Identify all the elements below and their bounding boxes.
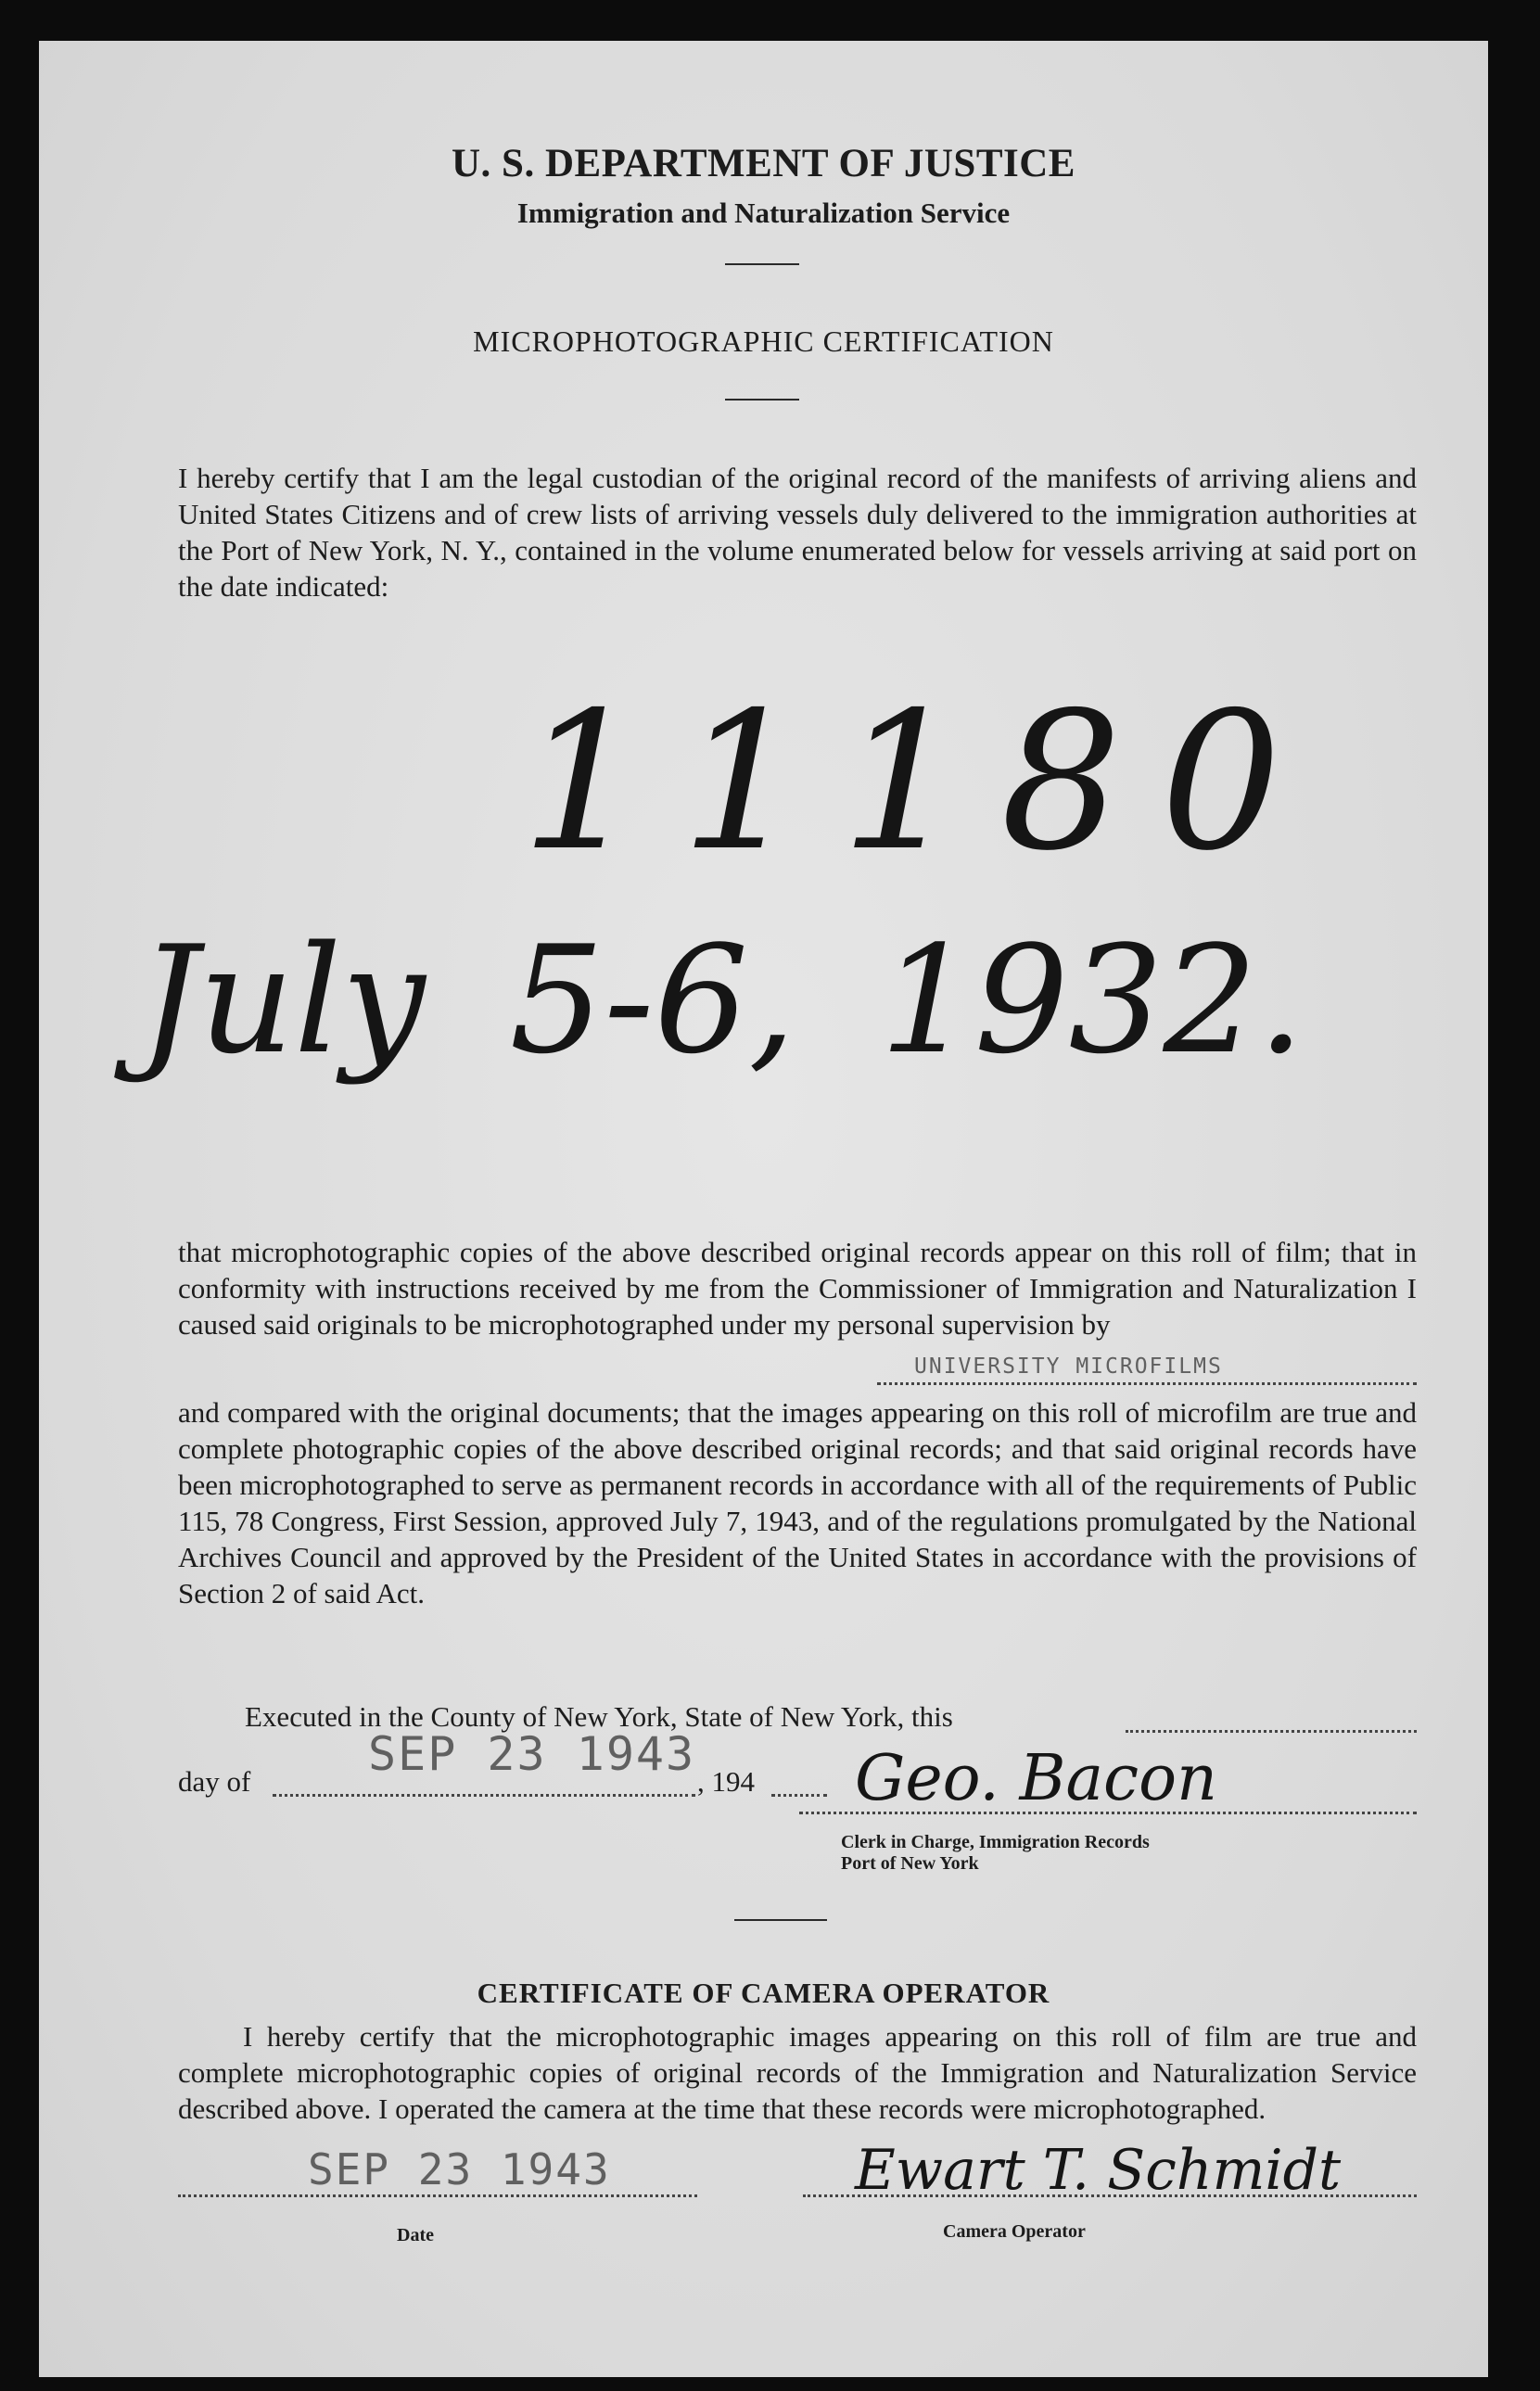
handwritten-volume-number: 11180: [521, 672, 1321, 893]
camera-date-line: [178, 2187, 697, 2197]
certification-intro: I hereby certify that I am the legal custodian of the original record of the manifests of arriving aliens and United States Citizens and of crew lists of arriving vessels duly delivered to the immigration authorities at the Port of New York, N. Y., contained in the volume enumerated below for vessels arriving at said port on the date indicated:: [178, 462, 1417, 603]
supervisor-stamp: UNIVERSITY MICROFILMS: [877, 1350, 1417, 1385]
clerk-caption: [841, 1832, 1150, 1875]
operator-signature: Ewart T. Schmidt: [855, 2138, 1342, 2203]
clerk-signature: Geo. Bacon: [855, 1742, 1217, 1815]
camera-date-stamp: SEP 23 1943: [308, 2144, 611, 2194]
day-of-stamp: SEP 23 1943: [368, 1727, 696, 1781]
clerk-caption-line2: Port of New York: [841, 1853, 979, 1874]
camera-certificate-title: CERTIFICATE OF CAMERA OPERATOR: [477, 1977, 1050, 2009]
executed-text: Executed in the County of New York, State of New York, this: [245, 1700, 953, 1733]
handwritten-date: July 5-6, 1932.: [139, 913, 1305, 1087]
certification-body-part1: [178, 1234, 1417, 1368]
certification-title: MICROPHOTOGRAPHIC CERTIFICATION: [473, 324, 1054, 358]
operator-label: Camera Operator: [943, 2221, 1086, 2242]
divider: [734, 1919, 827, 1921]
divider: [725, 263, 799, 265]
clerk-signature-line: [799, 1802, 1417, 1814]
year-prefix: , 194: [697, 1765, 755, 1798]
certificate-page: [39, 41, 1488, 2377]
year-line: [771, 1770, 827, 1797]
clerk-caption-line1: Clerk in Charge, Immigration Records: [841, 1832, 1150, 1852]
camera-date-label: Date: [397, 2225, 434, 2245]
service-subheading: Immigration and Naturalization Service: [516, 197, 1011, 229]
day-of-label: day of: [178, 1765, 251, 1798]
operator-signature-line: [803, 2187, 1417, 2197]
executed-day-line: [1126, 1710, 1417, 1733]
camera-certificate-text: I hereby certify that the microphotographic images appearing on this roll of film are true and complete microphotographic copies of original records of the Immigration and Naturalization Service described above. I operated the camera at the time that these records were microphotographed.: [178, 2020, 1417, 2125]
certification-body-part2: and compared with the original documents; that the images appearing on this roll of microfilm are true and complete photographic copies of the above described original records; and that said original records have been microphotographed to serve as permanent records in accordance with all of the requirements of Public 115, 78 Congress, First Session, approved July 7, 1943, and of the regulations promulgated by the National Archives Council and approved by the President of the United States in accordance with the provisions of Section 2 of said Act.: [178, 1396, 1417, 1609]
body-text: that microphotographic copies of the above described original records appear on this roll of film; that in conformity with instructions received by me from the Commissioner of Immigration and Naturalization I caused said originals to be microphotographed under my personal supervision by: [178, 1236, 1417, 1341]
divider: [725, 399, 799, 401]
department-heading: U. S. DEPARTMENT OF JUSTICE: [451, 142, 1075, 185]
